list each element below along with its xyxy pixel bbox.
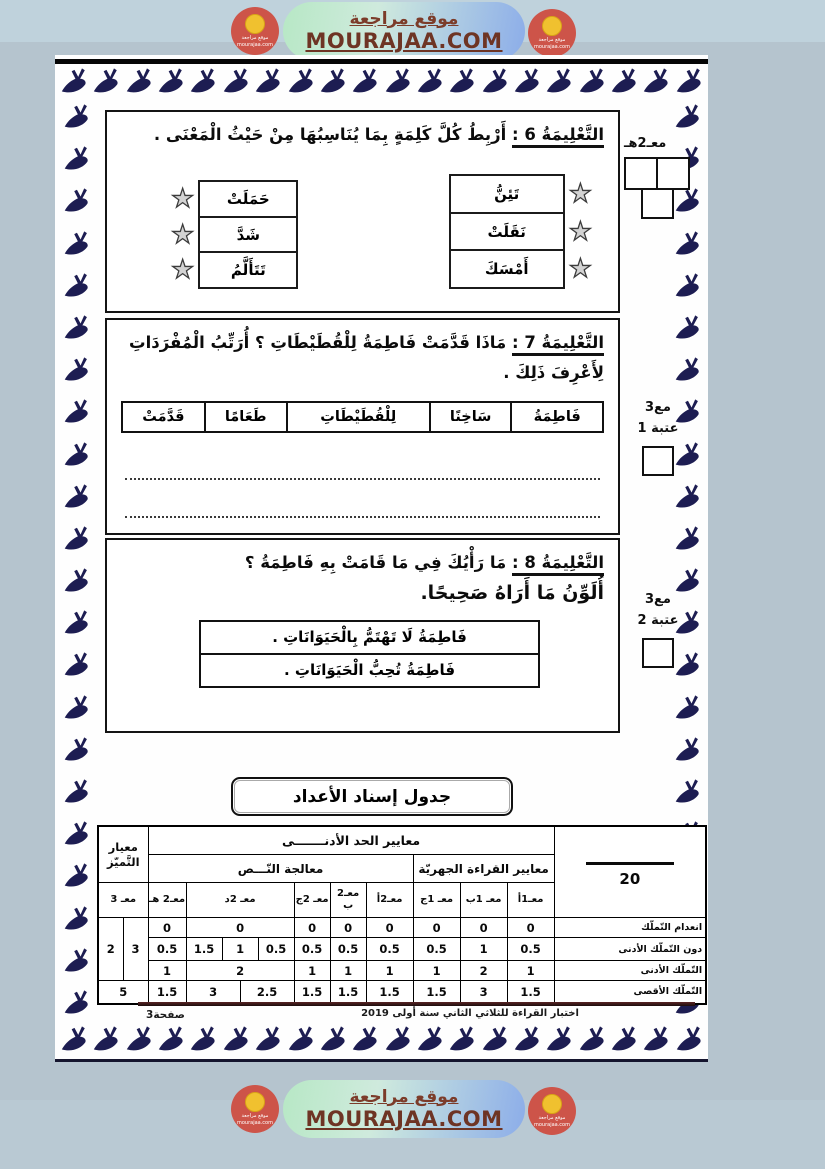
instruction-7-label: التَّعْلِيمَةُ 7 : bbox=[512, 333, 604, 356]
grade-row-label: دون التّملّك الأدنى bbox=[554, 938, 706, 961]
swallow-bird-icon bbox=[415, 1025, 445, 1055]
word-box[interactable] bbox=[198, 251, 298, 289]
swallow-bird-icon bbox=[415, 67, 445, 97]
swallow-bird-icon bbox=[91, 1025, 121, 1055]
coin-icon bbox=[542, 16, 562, 36]
grade-cell: 2 bbox=[186, 961, 294, 981]
word-cell[interactable]: طَعَامًا bbox=[205, 402, 287, 432]
criterion-header: معـ2 هـ bbox=[148, 883, 186, 918]
swallow-bird-icon bbox=[62, 607, 91, 640]
grading-table-title: جدول إسناد الأعداد bbox=[231, 777, 513, 816]
swallow-bird-icon bbox=[156, 1025, 186, 1055]
match-row bbox=[449, 212, 596, 252]
site-banner-bottom bbox=[0, 1078, 825, 1148]
grade-cell: 1 bbox=[413, 961, 460, 981]
criterion-header: معـ 1ج bbox=[413, 883, 460, 918]
grade-cell: 1.5 bbox=[507, 981, 554, 1004]
match-row bbox=[449, 174, 596, 214]
page-number: صفحة3 bbox=[146, 1009, 185, 1021]
grade-cell: 2 bbox=[460, 961, 507, 981]
swallow-bird-icon bbox=[512, 1025, 542, 1055]
badge-text-ar: موقع مراجعة bbox=[538, 1115, 566, 1121]
swallow-bird-icon bbox=[62, 903, 91, 936]
site-badge-icon bbox=[231, 7, 279, 55]
grade-cell: 0 bbox=[148, 918, 186, 938]
grade-cell: 3 bbox=[186, 981, 240, 1004]
swallow-bird-icon bbox=[673, 776, 702, 809]
star-icon[interactable]: ★ bbox=[568, 254, 592, 284]
word-cell[interactable]: سَاخِنًا bbox=[430, 402, 512, 432]
swallow-bird-icon bbox=[673, 734, 702, 767]
score-box[interactable] bbox=[641, 188, 674, 219]
footer-rule bbox=[138, 1002, 695, 1006]
instruction-8-text2: أُلَوِّنُ مَا أَرَاهُ صَحِيحًا. bbox=[420, 581, 604, 604]
grade-cell: 0 bbox=[507, 918, 554, 938]
criterion-header: معـ2 ب bbox=[330, 883, 366, 918]
header-min-criteria: معايير الحد الأدنـــــــى bbox=[148, 826, 554, 855]
swallow-bird-icon bbox=[62, 354, 91, 387]
margin-score-note-6 bbox=[620, 136, 694, 219]
excellence-cell: 3 bbox=[123, 918, 148, 981]
swallow-bird-icon bbox=[124, 67, 154, 97]
word-label: أَمْسَكَ bbox=[484, 260, 529, 278]
swallow-bird-icon bbox=[62, 185, 91, 218]
swallow-bird-icon bbox=[673, 312, 702, 345]
swallow-bird-icon bbox=[62, 228, 91, 261]
grade-cell: 0.5 bbox=[148, 938, 186, 961]
grade-cell: 1 bbox=[222, 938, 258, 961]
swallow-bird-icon bbox=[480, 67, 510, 97]
swallow-bird-icon bbox=[447, 67, 477, 97]
grade-cell: 1.5 bbox=[186, 938, 222, 961]
grade-cell: 1.5 bbox=[330, 981, 366, 1004]
option-sentence[interactable]: فَاطِمَةُ تُحِبُّ الْحَيَوَانَاتِ . bbox=[201, 653, 538, 686]
instruction-7-text: مَاذَا قَدَّمَتْ فَاطِمَةُ لِلْقُطَيْطَاتِ ؟ أُرَتِّبُ الْمُفْرَدَاتِ bbox=[128, 333, 507, 352]
grade-cell: 1 bbox=[330, 961, 366, 981]
swallow-bird-icon bbox=[62, 860, 91, 893]
word-label: تَئِنُّ bbox=[494, 185, 520, 203]
score-box[interactable] bbox=[642, 446, 674, 476]
site-badge-icon bbox=[528, 9, 576, 57]
swallow-bird-icon bbox=[62, 270, 91, 303]
swallow-bird-icon bbox=[62, 439, 91, 472]
swallow-bird-icon bbox=[383, 67, 413, 97]
criterion-header: معـ 3 bbox=[98, 883, 148, 918]
match-column-right bbox=[449, 174, 596, 289]
match-column-left bbox=[167, 180, 298, 289]
swallow-bird-icon bbox=[59, 67, 89, 97]
word-cell[interactable]: لِلْقُطَيْطَاتِ bbox=[287, 402, 430, 432]
criterion-header: معـ1أ bbox=[507, 883, 554, 918]
header-excellence: معيار التَّميّز bbox=[98, 826, 148, 883]
swallow-bird-icon bbox=[286, 67, 316, 97]
swallow-bird-icon bbox=[447, 1025, 477, 1055]
answer-line[interactable] bbox=[125, 478, 600, 480]
badge-text-url: mourajaa.com bbox=[533, 43, 570, 50]
grade-cell: 1.5 bbox=[294, 981, 330, 1004]
badge-text-url: mourajaa.com bbox=[533, 1121, 570, 1128]
swallow-bird-icon bbox=[480, 1025, 510, 1055]
swallow-bird-icon bbox=[253, 67, 283, 97]
swallow-bird-icon bbox=[62, 143, 91, 176]
match-row bbox=[167, 216, 298, 254]
instruction-7-section bbox=[105, 318, 620, 535]
swallow-bird-icon bbox=[350, 1025, 380, 1055]
page-top-rule bbox=[55, 59, 708, 64]
margin-score-note-8 bbox=[628, 590, 688, 668]
grade-cell: 1.5 bbox=[148, 981, 186, 1004]
badge-text-url: mourajaa.com bbox=[236, 1119, 273, 1126]
swallow-bird-icon bbox=[512, 67, 542, 97]
instruction-6-label: التَّعْلِيمَةُ 6 : bbox=[512, 125, 604, 148]
site-banner-pill bbox=[283, 2, 525, 60]
grading-table-wrap bbox=[97, 825, 707, 1005]
word-box[interactable] bbox=[449, 249, 565, 289]
grade-cell: 0.5 bbox=[366, 938, 413, 961]
site-banner-pill bbox=[283, 1080, 525, 1138]
word-cell[interactable]: قَدَّمَتْ bbox=[122, 402, 205, 432]
swallow-bird-icon bbox=[62, 692, 91, 725]
word-box[interactable] bbox=[198, 180, 298, 218]
criterion-label: مع3 bbox=[645, 400, 671, 415]
swallow-bird-icon bbox=[673, 523, 702, 556]
margin-score-note-7 bbox=[628, 398, 688, 476]
swallow-bird-icon bbox=[188, 1025, 218, 1055]
instruction-7-header bbox=[121, 328, 604, 387]
option-sentence[interactable]: فَاطِمَةُ لَا تَهْتَمُّ بِالْحَيَوَانَاتِ . bbox=[272, 628, 467, 647]
coin-icon bbox=[245, 14, 265, 34]
grade-cell: 1 bbox=[507, 961, 554, 981]
swallow-bird-icon bbox=[674, 67, 704, 97]
grade-cell: 0 bbox=[366, 918, 413, 938]
exam-title: اختبار القراءة للثلاثي الثاني سنة أولى 2019 bbox=[361, 1008, 579, 1019]
swallow-bird-icon bbox=[62, 987, 91, 1020]
swallow-bird-icon bbox=[188, 67, 218, 97]
swallow-bird-icon bbox=[673, 692, 702, 725]
swallow-bird-icon bbox=[62, 481, 91, 514]
star-icon[interactable]: ★ bbox=[568, 216, 592, 247]
grade-cell: 0 bbox=[413, 918, 460, 938]
swallow-bird-icon bbox=[62, 649, 91, 682]
word-label: شَدَّ bbox=[236, 225, 261, 244]
word-box[interactable] bbox=[449, 212, 565, 252]
swallow-bird-icon bbox=[253, 1025, 283, 1055]
badge-text-ar: موقع مراجعة bbox=[538, 37, 566, 43]
score-total: 20 bbox=[619, 870, 641, 888]
swallow-bird-icon bbox=[62, 776, 91, 809]
swallow-bird-icon bbox=[577, 67, 607, 97]
swallow-bird-icon bbox=[91, 67, 121, 97]
instruction-6-section bbox=[105, 110, 620, 313]
swallow-bird-icon bbox=[383, 1025, 413, 1055]
bird-border-bottom bbox=[59, 1023, 704, 1057]
score-box[interactable] bbox=[642, 638, 674, 668]
score-blank-line[interactable] bbox=[586, 862, 673, 865]
badge-text-ar: موقع مراجعة bbox=[241, 35, 269, 41]
threshold-label: عتبة 1 bbox=[637, 420, 679, 436]
swallow-bird-icon bbox=[62, 565, 91, 598]
bird-border-left bbox=[57, 101, 95, 1020]
criterion-header: معـ2أ bbox=[366, 883, 413, 918]
grade-cell: 1.5 bbox=[366, 981, 413, 1004]
excellence-cell: 5 bbox=[98, 981, 148, 1004]
instruction-8-header bbox=[121, 548, 604, 578]
swallow-bird-icon bbox=[62, 734, 91, 767]
badge-text-ar: موقع مراجعة bbox=[241, 1113, 269, 1119]
swallow-bird-icon bbox=[673, 354, 702, 387]
swallow-bird-icon bbox=[62, 101, 91, 134]
word-box[interactable] bbox=[198, 216, 298, 254]
grade-cell: 0 bbox=[186, 918, 294, 938]
grade-cell: 0 bbox=[330, 918, 366, 938]
site-url-link[interactable]: MOURAJAA.COM bbox=[305, 1107, 503, 1132]
swallow-bird-icon bbox=[62, 396, 91, 429]
swallow-bird-icon bbox=[221, 67, 251, 97]
swallow-bird-icon bbox=[673, 270, 702, 303]
header-oral-reading: معايير القراءة الجهريّة bbox=[413, 855, 554, 883]
grade-cell: 0.5 bbox=[330, 938, 366, 961]
word-box[interactable] bbox=[449, 174, 565, 214]
score-box[interactable] bbox=[624, 157, 658, 190]
swallow-bird-icon bbox=[62, 818, 91, 851]
swallow-bird-icon bbox=[221, 1025, 251, 1055]
word-label: حَمَلَتْ bbox=[226, 190, 270, 208]
grade-cell: 2.5 bbox=[240, 981, 294, 1004]
excellence-cell: 2 bbox=[98, 918, 123, 981]
coin-icon bbox=[245, 1092, 265, 1112]
star-icon[interactable]: ★ bbox=[568, 179, 592, 209]
instruction-7-text2: لِأَعْرِفَ ذَلِكَ . bbox=[503, 362, 604, 382]
swallow-bird-icon bbox=[124, 1025, 154, 1055]
grade-row-label: التّملّك الأقصى bbox=[554, 981, 706, 1004]
grade-cell: 0.5 bbox=[413, 938, 460, 961]
instruction-8-text: مَا رَأْيُكَ فِي مَا قَامَتْ بِهِ فَاطِمَةُ ؟ bbox=[244, 553, 507, 572]
grade-cell: 0.5 bbox=[507, 938, 554, 961]
word-cell[interactable]: فَاطِمَةُ bbox=[511, 402, 603, 432]
swallow-bird-icon bbox=[62, 945, 91, 978]
grade-cell: 1 bbox=[460, 938, 507, 961]
grade-row-label: التّملّك الأدنى bbox=[554, 961, 706, 981]
options-box bbox=[199, 620, 540, 688]
match-row bbox=[449, 249, 596, 289]
swallow-bird-icon bbox=[544, 1025, 574, 1055]
site-badge-icon bbox=[528, 1087, 576, 1135]
criterion-header: معـ 2د bbox=[186, 883, 294, 918]
grading-table bbox=[97, 825, 707, 1005]
swallow-bird-icon bbox=[641, 67, 671, 97]
grade-cell: 0 bbox=[460, 918, 507, 938]
swallow-bird-icon bbox=[318, 1025, 348, 1055]
swallow-bird-icon bbox=[350, 67, 380, 97]
header-text-processing: معالجة النّـــص bbox=[148, 855, 413, 883]
site-url-link[interactable]: MOURAJAA.COM bbox=[305, 29, 503, 54]
threshold-label: عتبة 2 bbox=[637, 612, 679, 628]
grade-cell: 0.5 bbox=[258, 938, 294, 961]
criterion-label: مع3 bbox=[645, 592, 671, 607]
match-row bbox=[167, 180, 298, 218]
site-name-arabic: موقع مراجعة bbox=[349, 1086, 459, 1107]
word-order-table bbox=[121, 401, 604, 433]
swallow-bird-icon bbox=[609, 1025, 639, 1055]
criterion-header: معـ 1ب bbox=[460, 883, 507, 918]
star-icon[interactable]: ★ bbox=[171, 255, 195, 285]
answer-line[interactable] bbox=[125, 516, 600, 518]
criterion-header: معـ 2ج bbox=[294, 883, 330, 918]
star-icon[interactable]: ★ bbox=[171, 219, 195, 250]
instruction-6-header bbox=[121, 120, 604, 150]
word-label: تَتَأَلَّمُ bbox=[230, 261, 266, 279]
swallow-bird-icon bbox=[673, 228, 702, 261]
star-icon[interactable]: ★ bbox=[171, 184, 195, 214]
criterion-label: معـ2هـ bbox=[624, 136, 667, 151]
bird-border-top bbox=[59, 66, 704, 98]
swallow-bird-icon bbox=[641, 1025, 671, 1055]
word-label: نَقَلَتْ bbox=[487, 222, 526, 241]
swallow-bird-icon bbox=[156, 67, 186, 97]
swallow-bird-icon bbox=[544, 67, 574, 97]
grade-cell: 3 bbox=[460, 981, 507, 1004]
swallow-bird-icon bbox=[674, 1025, 704, 1055]
grade-cell: 0 bbox=[294, 918, 330, 938]
swallow-bird-icon bbox=[62, 523, 91, 556]
swallow-bird-icon bbox=[673, 481, 702, 514]
score-total-cell bbox=[554, 826, 706, 918]
instruction-8-label: التَّعْلِيمَةُ 8 : bbox=[512, 553, 604, 576]
site-badge-icon bbox=[231, 1085, 279, 1133]
score-box[interactable] bbox=[656, 157, 690, 190]
swallow-bird-icon bbox=[62, 312, 91, 345]
swallow-bird-icon bbox=[673, 101, 702, 134]
grade-cell: 1.5 bbox=[413, 981, 460, 1004]
score-box-pair bbox=[620, 157, 694, 190]
swallow-bird-icon bbox=[318, 67, 348, 97]
grade-cell: 1 bbox=[294, 961, 330, 981]
swallow-bird-icon bbox=[286, 1025, 316, 1055]
grade-cell: 1 bbox=[366, 961, 413, 981]
instruction-6-text: أَرْبِطُ كُلَّ كَلِمَةٍ بِمَا يُنَاسِبُهَا مِنْ حَيْثُ الْمَعْنَى . bbox=[153, 125, 507, 144]
swallow-bird-icon bbox=[577, 1025, 607, 1055]
instruction-8-section bbox=[105, 538, 620, 733]
swallow-bird-icon bbox=[59, 1025, 89, 1055]
grade-cell: 1 bbox=[148, 961, 186, 981]
badge-text-url: mourajaa.com bbox=[236, 41, 273, 48]
swallow-bird-icon bbox=[609, 67, 639, 97]
grade-row-label: انعدام التّملّك bbox=[554, 918, 706, 938]
grade-cell: 0.5 bbox=[294, 938, 330, 961]
site-name-arabic: موقع مراجعة bbox=[349, 8, 459, 29]
page-bottom-rule bbox=[55, 1059, 708, 1062]
coin-icon bbox=[542, 1094, 562, 1114]
match-row bbox=[167, 251, 298, 289]
